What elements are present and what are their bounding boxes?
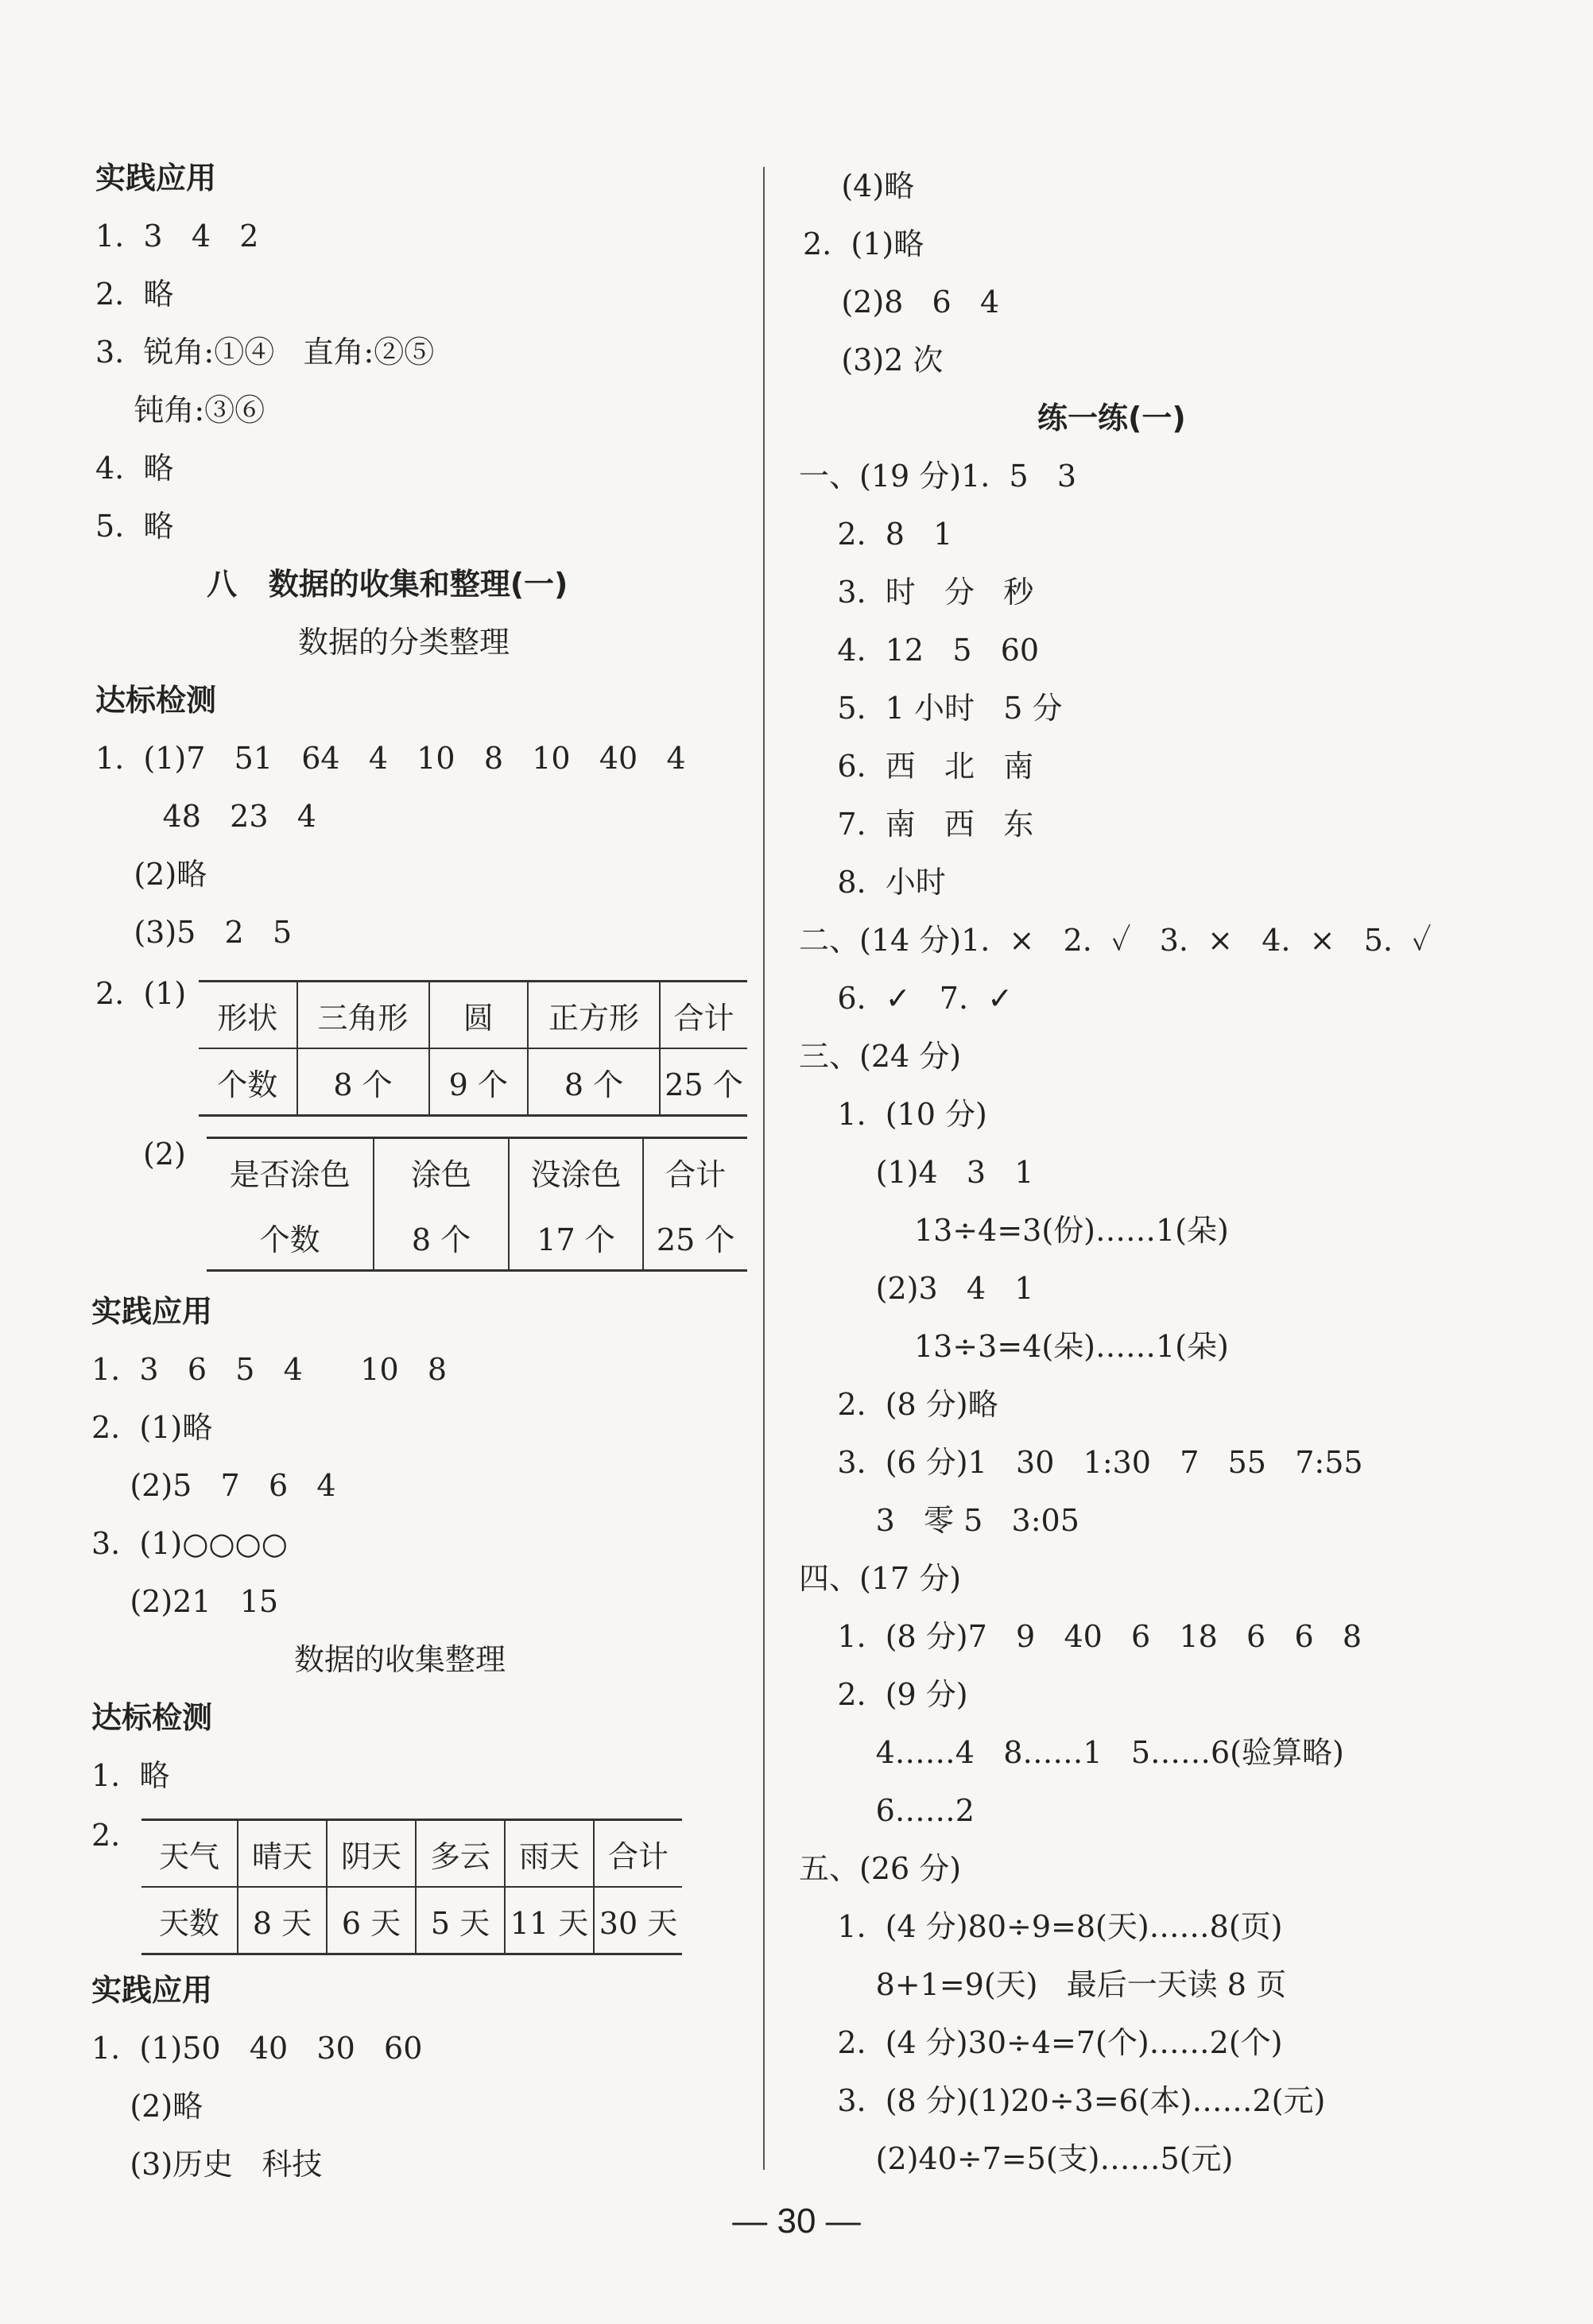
table-cell: 形状 (199, 982, 297, 1049)
answer-line: 8. 小时 (799, 865, 946, 900)
table-cell: 个数 (199, 1048, 297, 1116)
answer-line: (2)8 6 4 (803, 285, 1000, 320)
answer-line: 4. 12 5 60 (799, 633, 1040, 668)
subsection-title: 数据的分类整理 (298, 625, 510, 660)
section-title-practice-1: 实践应用 (95, 161, 217, 196)
shape-count-table (199, 980, 747, 1117)
answer-line: 二、(14 分)1. × 2. ✓ 3. × 4. × 5. ✓ (799, 923, 1432, 958)
page-number: — 30 — (732, 2202, 861, 2241)
answer-line: 7. 南 西 东 (799, 807, 1034, 842)
answer-line: 1. 3 4 2 (95, 219, 259, 254)
answer-line: 2. (4 分)30÷4=7(个)……2(个) (799, 2025, 1283, 2060)
table-cell: 5 天 (416, 1887, 505, 1954)
table-cell: 8 天 (238, 1887, 327, 1954)
question-label: 2. (1) (95, 976, 187, 1011)
coloring-count-table (207, 1137, 747, 1272)
answer-line: 3 零 5 3:05 (799, 1503, 1079, 1538)
table-cell: 没涂色 (509, 1138, 644, 1205)
answer-line: (2)5 7 6 4 (91, 1468, 336, 1503)
answer-line: 2. 8 1 (799, 517, 953, 552)
table-cell: 8 个 (374, 1204, 508, 1271)
answer-line: 1. (1)50 40 30 60 (91, 2031, 423, 2066)
table-cell: 天气 (141, 1820, 238, 1888)
answer-line: 一、(19 分)1. 5 3 (799, 459, 1077, 494)
answer-line: (1)4 3 1 (799, 1155, 1034, 1190)
answer-line: (2)40÷7=5(支)……5(元) (799, 2141, 1234, 2176)
answer-line: 1. 略 (91, 1758, 170, 1793)
answer-line: 3. (8 分)(1)20÷3=6(本)……2(元) (799, 2083, 1326, 2118)
answer-line: (2)3 4 1 (799, 1271, 1034, 1306)
answer-line: 13÷3=4(朵)……1(朵) (799, 1329, 1229, 1364)
answer-line: (3)历史 科技 (91, 2147, 323, 2182)
section-title-practice-2: 实践应用 (91, 1294, 213, 1329)
table-cell: 8 个 (528, 1048, 660, 1116)
answer-line: 5. 略 (95, 509, 174, 544)
table-cell: 三角形 (297, 982, 429, 1049)
answer-line: 2. (1)略 (803, 227, 924, 261)
answer-line: 8+1=9(天) 最后一天读 8 页 (799, 1967, 1287, 2002)
question-label: (2) (143, 1137, 186, 1172)
section-title-practice-3: 实践应用 (91, 1973, 213, 2008)
subsection-title: 数据的收集整理 (294, 1642, 506, 1677)
table-cell: 9 个 (429, 1048, 529, 1116)
answer-line: 3. (1)○○○○ (91, 1526, 288, 1561)
practice-title: 练一练(一) (1037, 401, 1186, 436)
chapter-title: 八 数据的收集和整理(一) (207, 567, 568, 602)
table-cell: 合计 (594, 1820, 682, 1888)
table-cell: 6 天 (327, 1887, 416, 1954)
table-cell: 是否涂色 (207, 1138, 374, 1205)
answer-line: 48 23 4 (95, 799, 316, 834)
answer-line: 三、(24 分) (799, 1039, 962, 1074)
answer-line: 6. 西 北 南 (799, 749, 1034, 784)
table-cell: 合计 (660, 982, 747, 1049)
table-cell: 晴天 (238, 1820, 327, 1888)
answer-line: 13÷4=3(份)……1(朵) (799, 1213, 1229, 1248)
answer-line: 3. 时 分 秒 (799, 575, 1034, 610)
answer-line: 1. (1)7 51 64 4 10 8 10 40 4 (95, 741, 686, 776)
answer-line: (3)5 2 5 (95, 915, 293, 950)
answer-line: 6. ✓ 7. ✓ (799, 981, 1014, 1016)
answer-line: 五、(26 分) (799, 1851, 962, 1886)
table-cell: 25 个 (660, 1048, 747, 1116)
question-label: 2. (91, 1818, 121, 1853)
table-cell: 30 天 (594, 1887, 682, 1954)
table-cell: 合计 (643, 1138, 747, 1205)
answer-line: 2. (1)略 (91, 1410, 213, 1445)
table-cell: 正方形 (528, 982, 660, 1049)
table-cell: 个数 (207, 1204, 374, 1271)
section-title-check-2: 达标检测 (91, 1700, 213, 1735)
answer-line: 1. (8 分)7 9 40 6 18 6 6 8 (799, 1619, 1362, 1654)
table-cell: 25 个 (643, 1204, 747, 1271)
table-cell: 天数 (141, 1887, 238, 1954)
column-divider (763, 167, 765, 2170)
answer-line: 5. 1 小时 5 分 (799, 691, 1063, 726)
answer-line: 1. (4 分)80÷9=8(天)……8(页) (799, 1909, 1283, 1944)
answer-line: 3. (6 分)1 30 1:30 7 55 7:55 (799, 1445, 1363, 1480)
table-cell: 雨天 (505, 1820, 594, 1888)
answer-line: 1. (10 分) (799, 1097, 987, 1132)
answer-line: 1. 3 6 5 4 10 8 (91, 1352, 448, 1387)
answer-line: 4. 略 (95, 451, 174, 486)
table-cell: 17 个 (509, 1204, 644, 1271)
answer-line: (2)略 (91, 2089, 203, 2124)
answer-line: 3. 锐角:①④ 直角:②⑤ (95, 335, 435, 370)
answer-line: 钝角:③⑥ (95, 393, 266, 428)
table-cell: 多云 (416, 1820, 505, 1888)
table-cell: 8 个 (297, 1048, 429, 1116)
answer-line: (2)略 (95, 857, 207, 892)
table-cell: 阴天 (327, 1820, 416, 1888)
answer-line: 2. (9 分) (799, 1677, 968, 1712)
answer-line: (2)21 15 (91, 1584, 279, 1619)
table-cell: 涂色 (374, 1138, 508, 1205)
table-cell: 圆 (429, 982, 529, 1049)
answer-line: 4……4 8……1 5……6(验算略) (799, 1735, 1344, 1770)
answer-line: 2. 略 (95, 277, 174, 312)
answer-line: 6……2 (799, 1793, 975, 1828)
answer-line: 四、(17 分) (799, 1561, 962, 1596)
section-title-check-1: 达标检测 (95, 683, 217, 718)
table-cell: 11 天 (505, 1887, 594, 1954)
answer-line: 2. (8 分)略 (799, 1387, 998, 1422)
weather-count-table (141, 1819, 682, 1955)
answer-line: (4)略 (803, 168, 915, 203)
answer-line: (3)2 次 (803, 343, 944, 378)
